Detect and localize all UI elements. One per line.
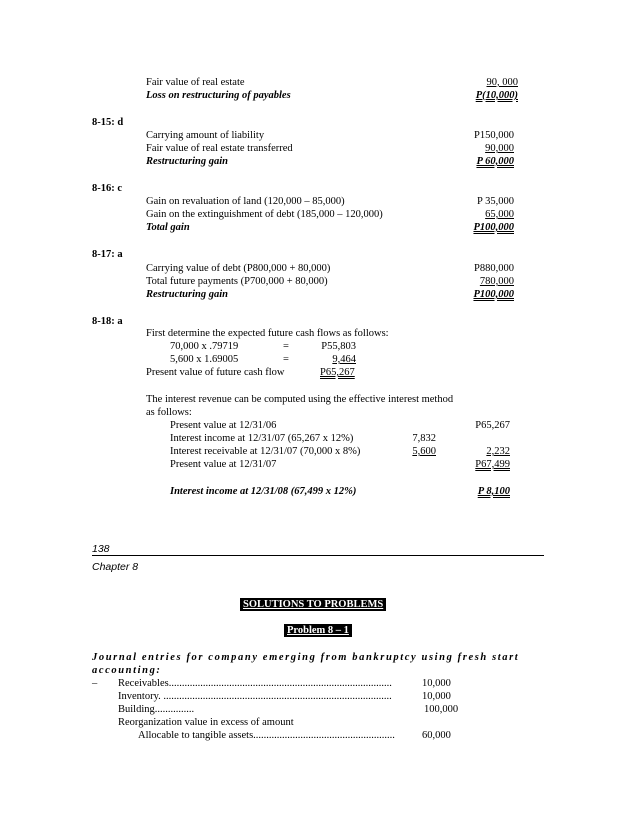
q818-pv-value: P65,267 bbox=[320, 367, 355, 378]
question-8-18: 8-18: a bbox=[92, 316, 123, 327]
q818-calc2-expr: 5,600 x 1.69005 bbox=[170, 354, 239, 365]
q815-line3-amount: P 60,000 bbox=[476, 156, 514, 167]
q815-line2-label: Fair value of real estate transferred bbox=[146, 143, 293, 154]
q816-line3-label: Total gain bbox=[146, 222, 190, 233]
loss-amount: P(10,000) bbox=[475, 90, 518, 101]
chapter-label: Chapter 8 bbox=[92, 561, 139, 573]
q818-calc2-equals: = bbox=[283, 354, 289, 365]
question-8-16: 8-16: c bbox=[92, 183, 123, 194]
journal-heading-line1: Journal entries for company emerging from bankruptcy using fresh start bbox=[92, 652, 520, 663]
journal-reorg-amount: 60,000 bbox=[422, 730, 451, 741]
journal-building-amount: 100,000 bbox=[424, 704, 459, 715]
journal-receivables: Receivables..................................................................................... bbox=[118, 678, 392, 689]
q817-line3-label: Restructuring gain bbox=[146, 289, 228, 300]
problem-title-text: Problem 8 – 1 bbox=[287, 625, 349, 636]
q818-pv-label: Present value of future cash flow bbox=[146, 367, 285, 378]
problem-title bbox=[284, 624, 352, 637]
fair-value-label: Fair value of real estate bbox=[146, 77, 245, 88]
q817-line3-amount: P100,000 bbox=[473, 289, 514, 300]
journal-inventory: Inventory. ....................................................................................... bbox=[118, 691, 392, 702]
q816-line2-label: Gain on the extinguishment of debt (185,000 – 120,000) bbox=[146, 209, 383, 220]
footer-rule bbox=[92, 555, 544, 556]
q818-pv-0731-value: P67,499 bbox=[475, 459, 510, 470]
q818-interest-income-08-label: Interest income at 12/31/08 (67,499 x 12%) bbox=[170, 486, 357, 497]
q818-calc2-value: 9,464 bbox=[332, 354, 356, 365]
q818-interest-receivable-label: Interest receivable at 12/31/07 (70,000 x 8%) bbox=[170, 446, 361, 457]
q815-line3-label: Restructuring gain bbox=[146, 156, 228, 167]
q818-calc1-value: P55,803 bbox=[321, 341, 356, 352]
q815-line1-amount: P150,000 bbox=[474, 130, 514, 141]
journal-bullet: – bbox=[92, 678, 98, 689]
journal-heading-line2: accounting: bbox=[92, 665, 162, 676]
q816-line2-amount: 65,000 bbox=[485, 209, 514, 220]
solutions-title-text: SOLUTIONS TO PROBLEMS bbox=[243, 599, 384, 610]
question-8-17: 8-17: a bbox=[92, 249, 123, 260]
q818-interest-income-07-value: 7,832 bbox=[412, 433, 436, 444]
q818-interest-income-07-label: Interest income at 12/31/07 (65,267 x 12%) bbox=[170, 433, 354, 444]
q818-interest-intro: The interest revenue can be computed using the effective interest method bbox=[146, 394, 454, 405]
q818-pv-0731-label: Present value at 12/31/07 bbox=[170, 459, 277, 470]
q816-line3-amount: P100,000 bbox=[473, 222, 514, 233]
question-8-15: 8-15: d bbox=[92, 117, 124, 128]
q818-interest-intro2: as follows: bbox=[146, 407, 192, 418]
q818-amortization-value: 2,232 bbox=[486, 446, 510, 457]
q815-line2-amount: 90,000 bbox=[485, 143, 514, 154]
q818-calc1-equals: = bbox=[283, 341, 289, 352]
journal-reorg-line2: Allocable to tangible assets...................................................... bbox=[138, 730, 395, 741]
q818-pv-0631-value: P65,267 bbox=[475, 420, 510, 431]
q816-line1-amount: P 35,000 bbox=[477, 196, 514, 207]
journal-inventory-amount: 10,000 bbox=[422, 691, 451, 702]
journal-receivables-amount: 10,000 bbox=[422, 678, 451, 689]
q817-line1-amount: P880,000 bbox=[474, 263, 514, 274]
q815-line1-label: Carrying amount of liability bbox=[146, 130, 265, 141]
loss-label: Loss on restructuring of payables bbox=[146, 90, 291, 101]
q817-line2-label: Total future payments (P700,000 + 80,000) bbox=[146, 276, 328, 287]
q818-intro: First determine the expected future cash flows as follows: bbox=[146, 328, 389, 339]
fair-value-amount: 90, 000 bbox=[486, 77, 518, 88]
q818-calc1-expr: 70,000 x .79719 bbox=[170, 341, 239, 352]
solutions-title bbox=[240, 598, 386, 611]
q817-line2-amount: 780,000 bbox=[479, 276, 514, 287]
journal-reorg-line1: Reorganization value in excess of amount bbox=[118, 717, 294, 728]
q818-interest-receivable-value: 5,600 bbox=[412, 446, 436, 457]
q817-line1-label: Carrying value of debt (P800,000 + 80,000) bbox=[146, 263, 331, 274]
q818-interest-income-08-value: P 8,100 bbox=[477, 486, 510, 497]
journal-building: Building............... bbox=[118, 704, 195, 715]
page-number: 138 bbox=[92, 543, 110, 555]
q818-pv-0631-label: Present value at 12/31/06 bbox=[170, 420, 277, 431]
q816-line1-label: Gain on revaluation of land (120,000 – 85,000) bbox=[146, 196, 345, 207]
